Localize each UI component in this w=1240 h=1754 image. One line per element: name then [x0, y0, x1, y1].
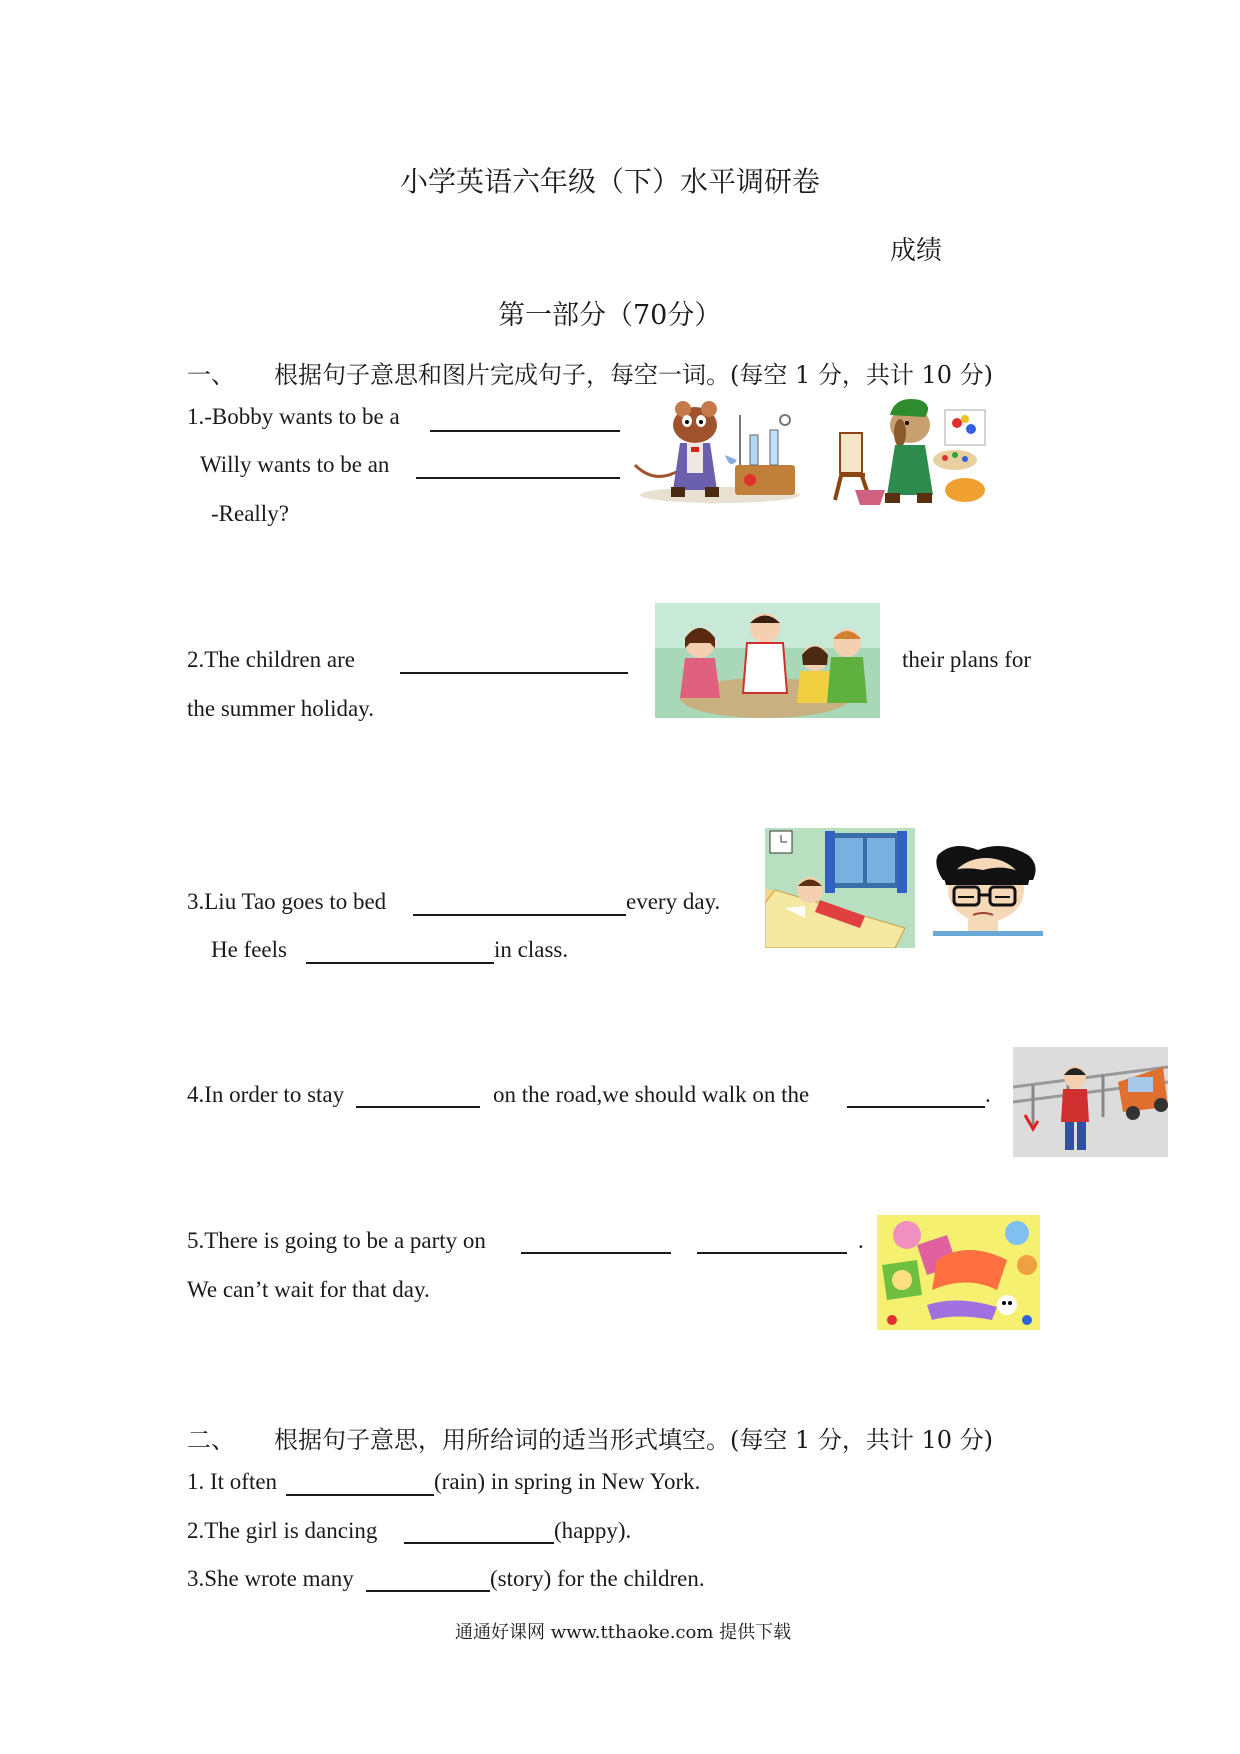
score-label: 成绩: [890, 236, 943, 266]
s2-q2-end: (happy).: [554, 1518, 632, 1543]
q5-end: .: [858, 1228, 864, 1253]
s2-q1-end: (rain) in spring in New York.: [434, 1469, 701, 1494]
q4-blank-2[interactable]: [847, 1106, 985, 1108]
q4-start: 4.In order to stay: [187, 1082, 345, 1107]
q2-line2: the summer holiday.: [187, 696, 374, 721]
q1-line3: -Really?: [211, 501, 289, 526]
s2-q2-start: 2.The girl is dancing: [187, 1518, 378, 1543]
road-safety-image: [1013, 1047, 1168, 1157]
q4-end: .: [985, 1082, 991, 1107]
q1-line2: Willy wants to be an: [200, 452, 390, 477]
s2-q3-start: 3.She wrote many: [187, 1566, 354, 1591]
s2-q3-blank[interactable]: [366, 1590, 490, 1592]
section-two-instruction: 根据句子意思，用所给词的适当形式填空。(每空 1 分，共计 10 分): [274, 1426, 994, 1454]
part-one-title: 第一部分（70分）: [498, 300, 722, 331]
boy-in-bed-image: [765, 828, 915, 948]
s2-q1-blank[interactable]: [286, 1494, 434, 1496]
q5-blank-1[interactable]: [521, 1252, 671, 1254]
q3-line1-end: every day.: [626, 889, 721, 914]
q3-line2-start: He feels: [211, 937, 287, 962]
page-title: 小学英语六年级（下）水平调研卷: [400, 165, 821, 198]
q2-line1-end: their plans for: [902, 647, 1032, 672]
q5-start: 5.There is going to be a party on: [187, 1228, 486, 1253]
s2-q2-blank[interactable]: [404, 1542, 554, 1544]
q1-blank-1[interactable]: [430, 430, 620, 432]
q4-middle: on the road,we should walk on the: [493, 1082, 810, 1107]
q3-blank-2[interactable]: [306, 962, 494, 964]
q1-line1: 1.-Bobby wants to be a: [187, 404, 400, 429]
q3-line2-end: in class.: [494, 937, 569, 962]
tired-boy-image: [928, 845, 1048, 940]
painter-dog-image: [825, 395, 990, 510]
q1-blank-2[interactable]: [416, 477, 620, 479]
q4-blank-1[interactable]: [356, 1106, 480, 1108]
children-talking-image: [655, 603, 880, 718]
q5-line2: We can’t wait for that day.: [187, 1277, 430, 1302]
footer-source: 通通好课网 www.tthaoke.com 提供下载: [455, 1622, 792, 1643]
s2-q1-start: 1. It often: [187, 1469, 278, 1494]
s2-q3-end: (story) for the children.: [490, 1566, 705, 1591]
scientist-mouse-image: [625, 395, 800, 505]
q2-blank[interactable]: [400, 672, 628, 674]
section-one-instruction: 根据句子意思和图片完成句子，每空一词。(每空 1 分，共计 10 分): [274, 361, 994, 389]
q3-line1-start: 3.Liu Tao goes to bed: [187, 889, 387, 914]
childrens-day-poster-image: [877, 1215, 1040, 1330]
q2-line1-start: 2.The children are: [187, 647, 355, 672]
section-one-number: 一、: [187, 361, 235, 389]
q5-blank-2[interactable]: [697, 1252, 847, 1254]
q3-blank-1[interactable]: [413, 914, 626, 916]
section-two-number: 二、: [187, 1426, 235, 1454]
